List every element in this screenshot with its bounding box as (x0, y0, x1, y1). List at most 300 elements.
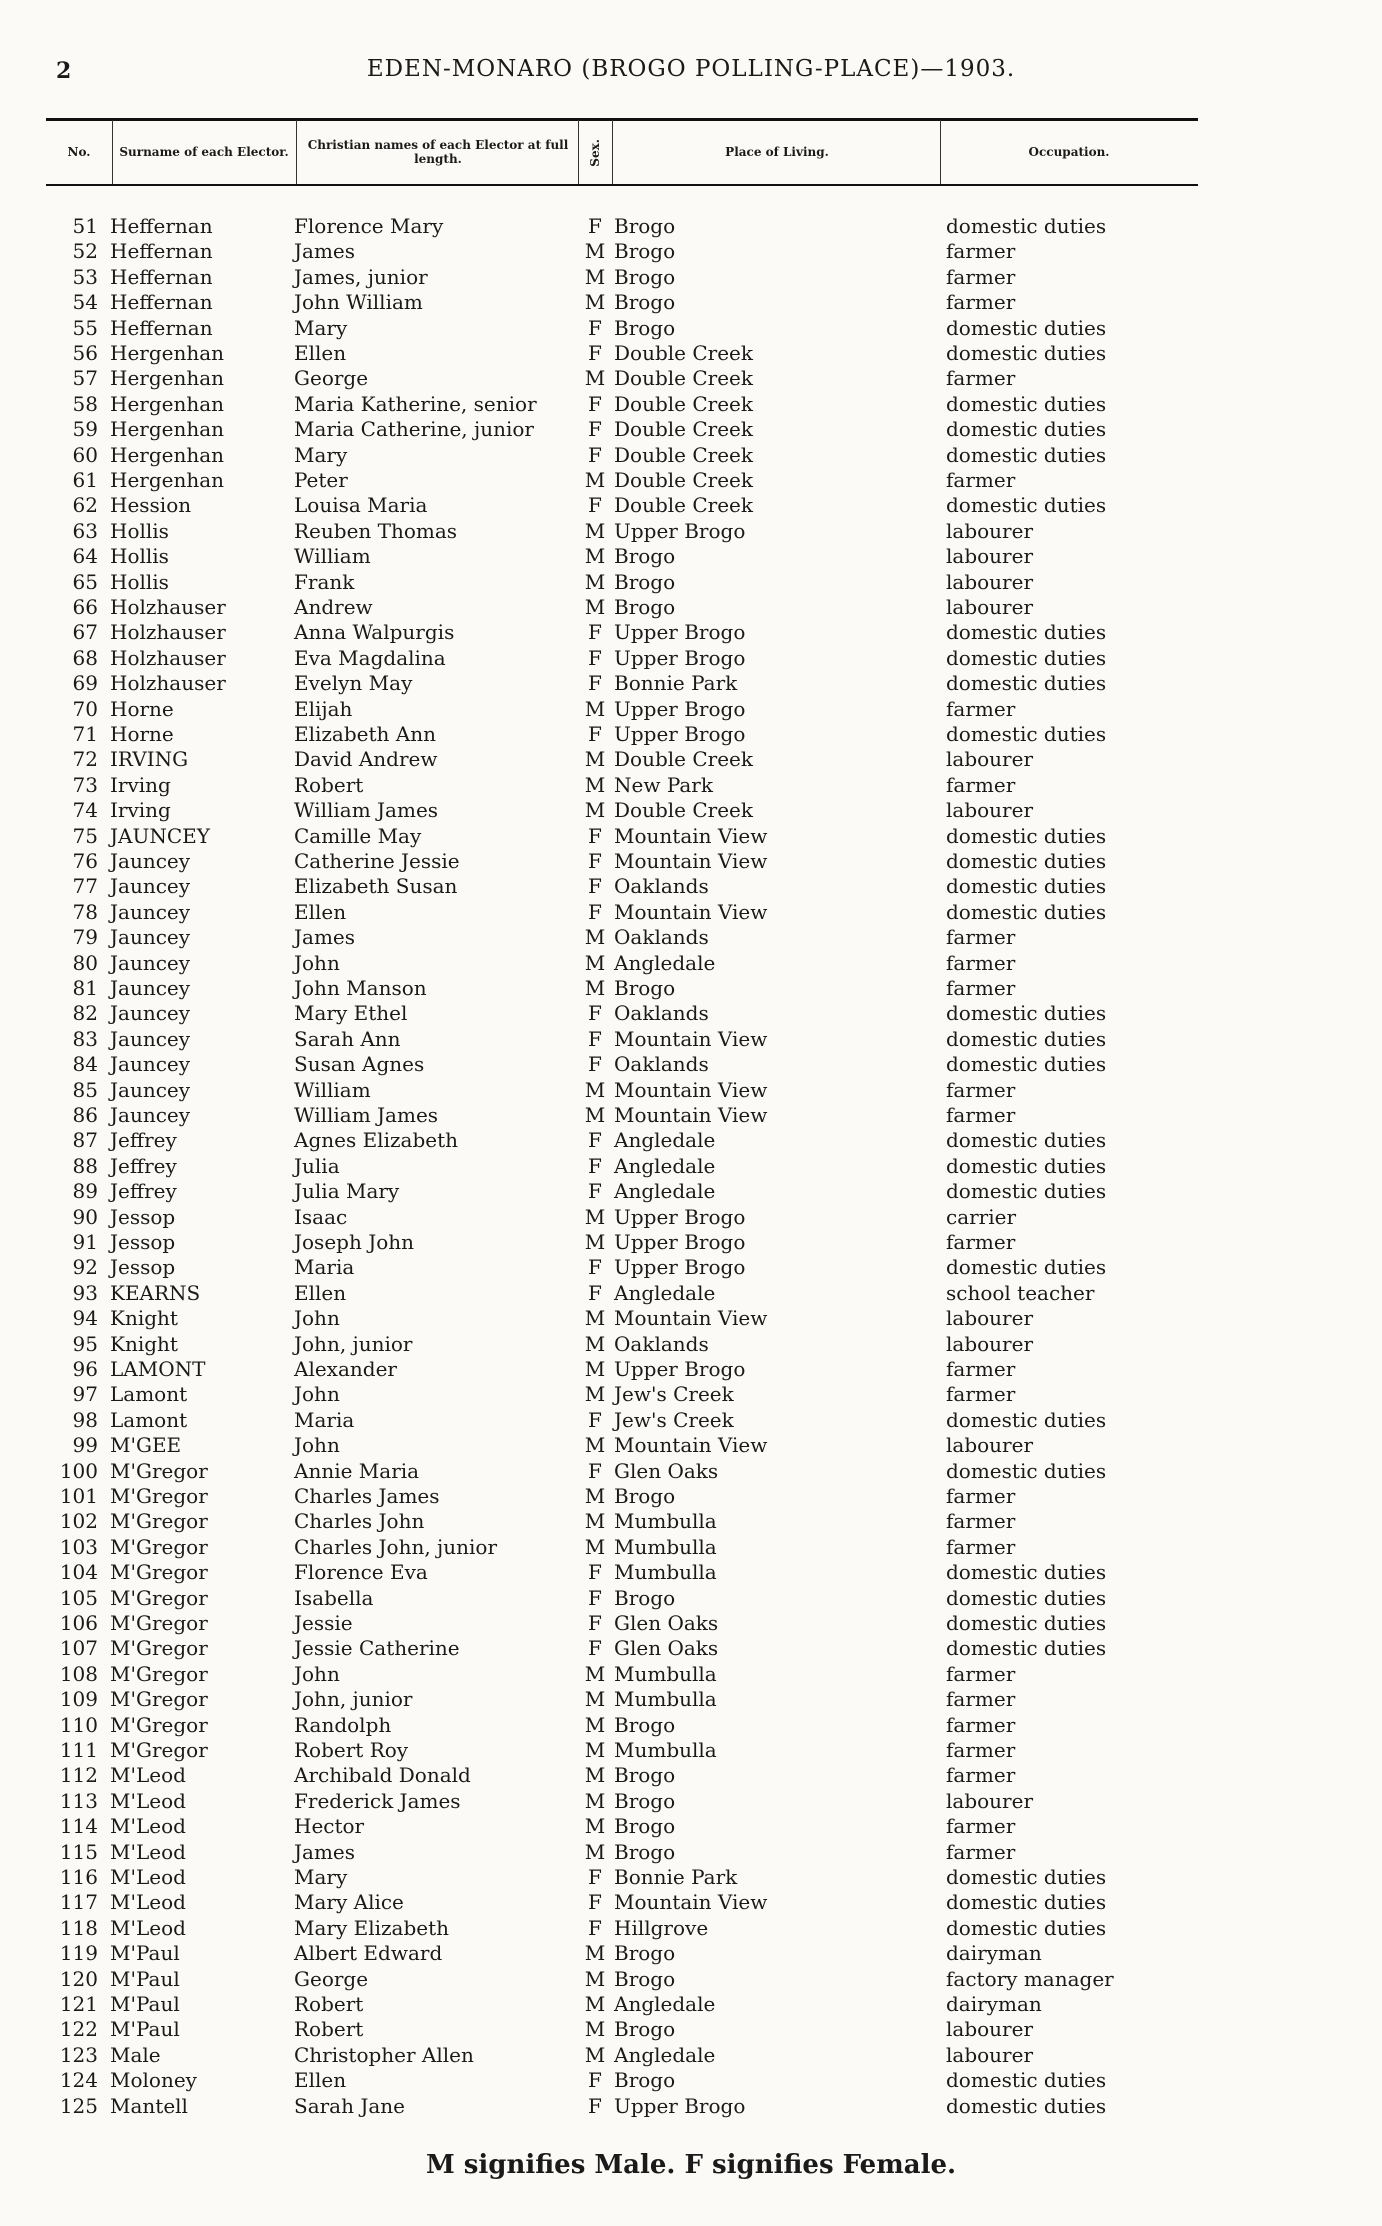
table-row (0, 595, 1382, 620)
elector-surname: Lamont (110, 1407, 188, 1432)
elector-surname: Holzhauser (110, 620, 226, 645)
elector-christian-names: Maria (294, 1255, 355, 1280)
column-header-christian-names: Christian names of each Elector at full length. (307, 138, 569, 166)
elector-occupation: domestic duties (946, 899, 1107, 924)
elector-place: Brogo (614, 1484, 676, 1508)
elector-occupation: farmer (946, 696, 1016, 721)
elector-christian-names: Charles John (294, 1509, 425, 1534)
elector-surname: Hergenhan (110, 391, 225, 416)
elector-number: 125 (59, 2093, 98, 2118)
elector-christian-names: John (294, 950, 340, 975)
elector-place: Angledale (614, 1179, 716, 1204)
elector-sex: M (584, 366, 606, 391)
elector-place: Oaklands (614, 1331, 709, 1356)
elector-number: 107 (59, 1636, 98, 1661)
table-row (0, 1840, 1382, 1865)
elector-christian-names: Frederick James (294, 1788, 461, 1813)
elector-surname: IRVING (110, 747, 189, 772)
table-row (0, 1687, 1382, 1712)
elector-occupation: carrier (946, 1204, 1017, 1229)
elector-sex: F (588, 1458, 602, 1483)
elector-christian-names: James (294, 239, 356, 264)
elector-place: Upper Brogo (614, 1357, 746, 1381)
elector-sex: F (588, 1280, 602, 1305)
elector-surname: M'Paul (110, 1941, 180, 1966)
elector-surname: M'Leod (110, 1865, 186, 1889)
elector-place: Upper Brogo (614, 1204, 746, 1229)
elector-surname: Hergenhan (110, 341, 225, 365)
table-row (0, 1535, 1382, 1560)
elector-christian-names: Mary Alice (294, 1890, 404, 1915)
elector-christian-names: Reuben Thomas (294, 518, 458, 543)
elector-occupation: farmer (946, 366, 1016, 391)
table-row (0, 443, 1382, 468)
table-row (0, 570, 1382, 595)
elector-surname: M'Paul (110, 1992, 180, 2016)
elector-place: Brogo (614, 2017, 676, 2042)
table-row (0, 747, 1382, 772)
elector-sex: M (584, 518, 606, 543)
elector-surname: Jauncey (110, 976, 191, 1000)
elector-occupation: domestic duties (946, 1407, 1107, 1432)
elector-number: 70 (72, 696, 98, 721)
elector-number: 53 (72, 264, 98, 289)
elector-place: Oaklands (614, 1052, 709, 1077)
elector-number: 92 (72, 1255, 98, 1280)
elector-surname: Jauncey (110, 849, 191, 873)
table-row (0, 824, 1382, 849)
elector-surname: M'Gregor (110, 1560, 208, 1585)
elector-christian-names: Florence Mary (294, 214, 444, 238)
elector-christian-names: Joseph John (294, 1230, 415, 1254)
elector-surname: Jauncey (110, 899, 191, 924)
elector-surname: Moloney (110, 2068, 197, 2093)
table-row (0, 697, 1382, 722)
elector-christian-names: Julia Mary (294, 1179, 400, 1204)
elector-sex: F (588, 214, 602, 238)
elector-sex: M (584, 2042, 606, 2067)
elector-occupation: farmer (946, 1814, 1016, 1839)
elector-sex: F (588, 2093, 602, 2118)
elector-number: 69 (72, 671, 98, 696)
elector-christian-names: Maria Catherine, junior (294, 417, 534, 442)
table-row (0, 392, 1382, 417)
elector-place: Double Creek (614, 442, 754, 467)
elector-christian-names: Florence Eva (294, 1560, 428, 1585)
table-row (0, 1763, 1382, 1788)
table-row (0, 1459, 1382, 1484)
elector-place: Glen Oaks (614, 1458, 719, 1483)
elector-number: 52 (72, 239, 98, 264)
elector-number: 104 (59, 1560, 98, 1585)
elector-sex: M (584, 976, 606, 1000)
elector-occupation: farmer (946, 1509, 1016, 1534)
elector-place: Mumbulla (614, 1534, 717, 1559)
elector-occupation: domestic duties (946, 1153, 1107, 1178)
elector-sex: F (588, 849, 602, 873)
elector-christian-names: John, junior (294, 1687, 413, 1712)
elector-place: Mountain View (614, 849, 768, 873)
elector-occupation: farmer (946, 1357, 1016, 1381)
elector-sex: F (588, 1001, 602, 1026)
elector-sex: M (584, 1534, 606, 1559)
elector-place: Hillgrove (614, 1915, 709, 1940)
elector-sex: M (584, 1687, 606, 1712)
elector-sex: M (584, 1204, 606, 1229)
elector-place: Brogo (614, 544, 676, 569)
elector-christian-names: David Andrew (294, 747, 438, 772)
elector-sex: M (584, 950, 606, 975)
elector-number: 68 (72, 645, 98, 670)
elector-surname: Holzhauser (110, 645, 226, 670)
elector-place: Angledale (614, 1280, 716, 1305)
elector-place: Brogo (614, 290, 676, 315)
elector-occupation: farmer (946, 239, 1016, 264)
elector-surname: M'Gregor (110, 1509, 208, 1534)
elector-christian-names: Peter (294, 468, 348, 492)
elector-surname: M'Gregor (110, 1738, 208, 1762)
elector-surname: Mantell (110, 2093, 188, 2118)
elector-occupation: farmer (946, 1230, 1016, 1254)
elector-occupation: domestic duties (946, 315, 1107, 340)
elector-sex: F (588, 1179, 602, 1204)
elector-place: Brogo (614, 1763, 676, 1788)
elector-surname: Heffernan (110, 315, 213, 340)
elector-number: 88 (72, 1153, 98, 1178)
elector-occupation: dairyman (946, 1941, 1042, 1966)
elector-number: 57 (72, 366, 98, 391)
elector-sex: M (584, 1103, 606, 1127)
elector-sex: M (584, 290, 606, 315)
elector-surname: Jauncey (110, 1052, 191, 1077)
elector-occupation: domestic duties (946, 1179, 1107, 1204)
elector-christian-names: Hector (294, 1814, 365, 1839)
elector-place: Brogo (614, 1788, 676, 1813)
elector-occupation: labourer (946, 595, 1034, 619)
elector-occupation: farmer (946, 1484, 1016, 1508)
elector-number: 89 (72, 1179, 98, 1204)
table-row (0, 2094, 1382, 2119)
elector-surname: Heffernan (110, 239, 213, 264)
elector-place: Jew's Creek (614, 1407, 734, 1432)
table-row (0, 1382, 1382, 1407)
elector-place: Mumbulla (614, 1738, 717, 1762)
elector-number: 73 (72, 772, 98, 797)
elector-sex: M (584, 569, 606, 594)
elector-occupation: domestic duties (946, 1052, 1107, 1077)
table-row (0, 1103, 1382, 1128)
elector-number: 100 (59, 1458, 98, 1483)
elector-place: Upper Brogo (614, 1230, 746, 1254)
elector-sex: M (584, 747, 606, 772)
elector-sex: M (584, 1814, 606, 1839)
elector-sex: M (584, 1992, 606, 2016)
elector-place: Glen Oaks (614, 1636, 719, 1661)
elector-surname: KEARNS (110, 1280, 201, 1305)
elector-number: 98 (72, 1407, 98, 1432)
elector-place: Mountain View (614, 899, 768, 924)
elector-christian-names: William James (294, 798, 439, 823)
elector-christian-names: Mary Ethel (294, 1001, 408, 1026)
elector-sex: M (584, 1382, 606, 1407)
elector-number: 82 (72, 1001, 98, 1026)
elector-number: 118 (59, 1915, 98, 1940)
elector-surname: Irving (110, 772, 171, 797)
elector-occupation: domestic duties (946, 391, 1107, 416)
elector-surname: Heffernan (110, 264, 213, 289)
elector-place: Brogo (614, 2068, 676, 2093)
elector-christian-names: Maria Katherine, senior (294, 391, 537, 416)
elector-surname: M'Leod (110, 1890, 186, 1915)
elector-number: 121 (59, 1992, 98, 2016)
elector-occupation: domestic duties (946, 620, 1107, 645)
elector-occupation: farmer (946, 1687, 1016, 1712)
elector-occupation: domestic duties (946, 823, 1107, 848)
elector-number: 116 (59, 1865, 98, 1889)
elector-place: Angledale (614, 950, 716, 975)
table-row (0, 1636, 1382, 1661)
column-divider (296, 120, 297, 184)
column-header-occupation: Occupation. (1028, 145, 1110, 160)
elector-number: 63 (72, 518, 98, 543)
elector-occupation: domestic duties (946, 1636, 1107, 1661)
elector-sex: M (584, 239, 606, 264)
elector-occupation: domestic duties (946, 493, 1107, 518)
elector-sex: M (584, 1306, 606, 1331)
elector-sex: F (588, 1636, 602, 1661)
elector-sex: F (588, 823, 602, 848)
elector-surname: Hergenhan (110, 468, 225, 492)
elector-place: Brogo (614, 214, 676, 238)
elector-christian-names: Ellen (294, 341, 347, 365)
elector-christian-names: James (294, 1839, 356, 1864)
elector-place: Angledale (614, 1153, 716, 1178)
elector-number: 108 (59, 1661, 98, 1686)
table-row (0, 1916, 1382, 1941)
page-title: EDEN-MONARO (BROGO POLLING-PLACE)—1903. (366, 56, 1016, 82)
elector-christian-names: Elizabeth Susan (294, 874, 458, 899)
elector-sex: M (584, 1763, 606, 1788)
elector-sex: M (584, 925, 606, 950)
elector-surname: Hergenhan (110, 442, 225, 467)
table-row (0, 1205, 1382, 1230)
table-row (0, 2017, 1382, 2042)
elector-place: Upper Brogo (614, 620, 746, 645)
elector-surname: Hergenhan (110, 366, 225, 391)
table-row (0, 1509, 1382, 1534)
elector-number: 87 (72, 1128, 98, 1153)
table-row (0, 773, 1382, 798)
elector-surname: M'Gregor (110, 1636, 208, 1661)
elector-sex: M (584, 1738, 606, 1762)
elector-sex: M (584, 1357, 606, 1381)
elector-number: 51 (72, 214, 98, 238)
elector-sex: F (588, 315, 602, 340)
elector-occupation: domestic duties (946, 214, 1107, 238)
elector-christian-names: Evelyn May (294, 671, 413, 696)
elector-occupation: farmer (946, 772, 1016, 797)
elector-occupation: farmer (946, 290, 1016, 315)
elector-place: Mumbulla (614, 1560, 717, 1585)
elector-surname: Hession (110, 493, 192, 518)
elector-christian-names: Eva Magdalina (294, 645, 446, 670)
table-row (0, 493, 1382, 518)
footnote: M signifies Male. F signifies Female. (425, 2150, 957, 2180)
elector-sex: M (584, 1788, 606, 1813)
elector-place: Mountain View (614, 1077, 768, 1102)
elector-christian-names: John (294, 1433, 340, 1458)
table-row (0, 366, 1382, 391)
elector-christian-names: William (294, 544, 371, 569)
elector-sex: F (588, 391, 602, 416)
table-row (0, 1128, 1382, 1153)
elector-sex: F (588, 417, 602, 442)
elector-occupation: farmer (946, 1738, 1016, 1762)
elector-christian-names: John William (294, 290, 423, 315)
elector-number: 75 (72, 823, 98, 848)
table-row (0, 519, 1382, 544)
elector-occupation: labourer (946, 798, 1034, 823)
elector-number: 114 (59, 1814, 98, 1839)
elector-sex: F (588, 442, 602, 467)
table-row (0, 1941, 1382, 1966)
elector-surname: Jessop (110, 1230, 176, 1254)
elector-occupation: domestic duties (946, 874, 1107, 899)
table-row (0, 1789, 1382, 1814)
elector-sex: F (588, 1611, 602, 1635)
elector-surname: Knight (110, 1331, 178, 1356)
elector-number: 96 (72, 1357, 98, 1381)
table-row (0, 1357, 1382, 1382)
elector-surname: M'Leod (110, 1814, 186, 1839)
elector-christian-names: Robert (294, 2017, 364, 2042)
elector-christian-names: William James (294, 1103, 439, 1127)
elector-place: Brogo (614, 595, 676, 619)
elector-occupation: labourer (946, 2017, 1034, 2042)
elector-christian-names: James, junior (294, 264, 428, 289)
elector-christian-names: Andrew (294, 595, 373, 619)
elector-christian-names: Mary (294, 442, 348, 467)
elector-number: 101 (59, 1484, 98, 1508)
elector-number: 120 (59, 1966, 98, 1991)
table-row (0, 849, 1382, 874)
elector-surname: Hollis (110, 544, 169, 569)
elector-christian-names: Susan Agnes (294, 1052, 425, 1077)
table-row (0, 417, 1382, 442)
elector-surname: Horne (110, 722, 174, 746)
elector-christian-names: Ellen (294, 1280, 347, 1305)
table-row (0, 1154, 1382, 1179)
elector-place: Jew's Creek (614, 1382, 734, 1407)
table-row (0, 1484, 1382, 1509)
elector-number: 80 (72, 950, 98, 975)
elector-number: 97 (72, 1382, 98, 1407)
elector-sex: F (588, 645, 602, 670)
elector-number: 83 (72, 1026, 98, 1051)
elector-sex: F (588, 1153, 602, 1178)
elector-occupation: farmer (946, 264, 1016, 289)
elector-surname: M'GEE (110, 1433, 182, 1458)
header-rule (46, 184, 1198, 186)
elector-christian-names: Archibald Donald (294, 1763, 471, 1788)
elector-sex: M (584, 1661, 606, 1686)
elector-place: Mumbulla (614, 1687, 717, 1712)
elector-number: 110 (59, 1712, 98, 1737)
elector-number: 81 (72, 976, 98, 1000)
table-row (0, 925, 1382, 950)
elector-number: 64 (72, 544, 98, 569)
elector-christian-names: Julia (294, 1153, 340, 1178)
table-row (0, 239, 1382, 264)
elector-christian-names: John (294, 1306, 340, 1331)
elector-number: 76 (72, 849, 98, 873)
elector-number: 111 (59, 1738, 98, 1762)
elector-number: 74 (72, 798, 98, 823)
elector-occupation: farmer (946, 976, 1016, 1000)
elector-surname: Jauncey (110, 1077, 191, 1102)
elector-place: Mumbulla (614, 1509, 717, 1534)
elector-christian-names: Charles James (294, 1484, 440, 1508)
column-header-surname: Surname of each Elector. (119, 145, 289, 160)
elector-number: 112 (59, 1763, 98, 1788)
elector-sex: M (584, 2017, 606, 2042)
table-row (0, 1586, 1382, 1611)
elector-place: Brogo (614, 1941, 676, 1966)
elector-surname: M'Gregor (110, 1585, 208, 1610)
elector-surname: Horne (110, 696, 174, 721)
elector-occupation: domestic duties (946, 1026, 1107, 1051)
elector-number: 62 (72, 493, 98, 518)
elector-occupation: domestic duties (946, 1458, 1107, 1483)
elector-christian-names: Mary (294, 1865, 348, 1889)
table-row (0, 544, 1382, 569)
elector-number: 67 (72, 620, 98, 645)
elector-number: 65 (72, 569, 98, 594)
elector-occupation: labourer (946, 1306, 1034, 1331)
elector-number: 72 (72, 747, 98, 772)
elector-number: 109 (59, 1687, 98, 1712)
elector-surname: M'Gregor (110, 1712, 208, 1737)
elector-place: New Park (614, 772, 713, 797)
elector-number: 94 (72, 1306, 98, 1331)
header-rule (46, 118, 1198, 121)
elector-sex: M (584, 1433, 606, 1458)
elector-place: Brogo (614, 1839, 676, 1864)
elector-place: Brogo (614, 1712, 676, 1737)
elector-surname: M'Paul (110, 1966, 180, 1991)
elector-christian-names: Maria (294, 1407, 355, 1432)
elector-surname: M'Leod (110, 1788, 186, 1813)
table-row (0, 1560, 1382, 1585)
elector-sex: M (584, 1712, 606, 1737)
elector-sex: M (584, 1331, 606, 1356)
elector-occupation: domestic duties (946, 645, 1107, 670)
elector-sex: F (588, 493, 602, 518)
elector-place: Mountain View (614, 823, 768, 848)
elector-christian-names: Camille May (294, 823, 422, 848)
column-divider (612, 120, 613, 184)
elector-number: 123 (59, 2042, 98, 2067)
elector-sex: F (588, 1407, 602, 1432)
elector-place: Brogo (614, 1814, 676, 1839)
table-row (0, 1001, 1382, 1026)
elector-place: Mountain View (614, 1433, 768, 1458)
elector-surname: Jauncey (110, 1026, 191, 1051)
elector-place: Double Creek (614, 391, 754, 416)
elector-occupation: domestic duties (946, 417, 1107, 442)
elector-number: 95 (72, 1331, 98, 1356)
elector-place: Upper Brogo (614, 2093, 746, 2118)
